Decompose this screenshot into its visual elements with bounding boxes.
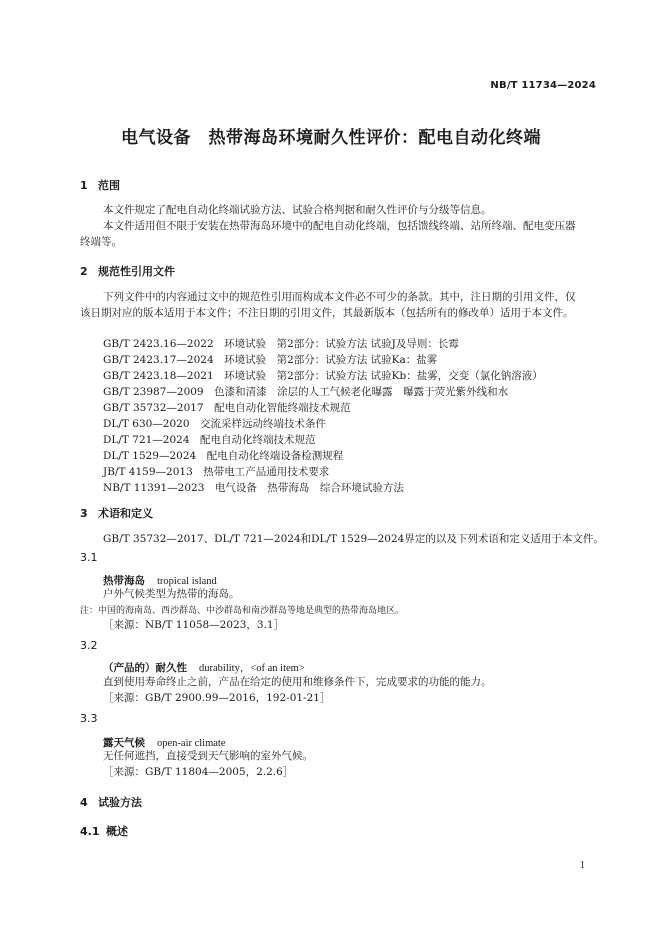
- page-number: 1: [580, 860, 585, 871]
- reference-item: DL/T 721—2024 配电自动化终端技术规范: [103, 434, 316, 446]
- section-number: 3: [80, 507, 88, 520]
- reference-item: JB/T 4159—2013 热带电工产品通用技术要求: [103, 466, 330, 478]
- document-title: 电气设备 热带海岛环境耐久性评价：配电自动化终端: [121, 128, 541, 148]
- term-en: tropical island: [157, 576, 217, 587]
- normative-references-paragraph: 下列文件中的内容通过文中的规范性引用而构成本文件必不可少的条款。其中，注日期的引用文件，仅该日期对应的版本适用于本文件；不注日期的引用文件，其最新版本（包括所有的修改单）适用于本文件。: [80, 291, 576, 319]
- section-number: 4: [80, 796, 88, 809]
- reference-item: NB/T 11391—2023 电气设备 热带海岛 综合环境试验方法: [103, 482, 404, 494]
- section-number: 1: [80, 179, 88, 192]
- term-source: ［来源：GB/T 11804—2005，2.2.6］: [103, 766, 294, 778]
- term-en: durability，<of an item>: [199, 663, 305, 674]
- scope-paragraph-1: 本文件规定了配电自动化终端试验方法、试验合格判据和耐久性评价与分级等信息。: [103, 204, 492, 216]
- reference-item: GB/T 2423.16—2022 环境试验 第2部分：试验方法 试验J及导则：长霉: [103, 338, 459, 350]
- term-definition: 户外气候类型为热带的海岛。: [103, 588, 240, 600]
- section-3-heading: [80, 505, 153, 521]
- subsection-4-1-heading: [80, 823, 128, 839]
- section-title: 范围: [98, 179, 120, 192]
- term-zh: （产品的）耐久性: [103, 662, 187, 674]
- term-source: ［来源：GB/T 2900.99—2016，192-01-21］: [103, 692, 331, 704]
- term-zh: 热带海岛: [103, 575, 145, 587]
- section-title: 术语和定义: [98, 507, 153, 520]
- reference-item: GB/T 2423.17—2024 环境试验 第2部分：试验方法 试验Ka：盐雾: [103, 354, 438, 366]
- scope-paragraph-2: 本文件适用但不限于安装在热带海岛环境中的配电自动化终端，包括馈线终端、站所终端、配电变压器终端等。: [80, 220, 576, 248]
- section-1-heading: [80, 177, 120, 193]
- reference-item: DL/T 1529—2024 配电自动化终端设备检测规程: [103, 450, 344, 462]
- term-entry: [103, 660, 305, 675]
- section-2-heading: [80, 263, 175, 279]
- standard-id: NB/T 11734—2024: [490, 80, 596, 91]
- term-number: 3.2: [80, 639, 98, 652]
- terms-intro-paragraph: GB/T 35732—2017、DL/T 721—2024和DL/T 1529—2024界定的以及下列术语和定义适用于本文件。: [103, 533, 604, 545]
- reference-item: DL/T 630—2020 交流采样远动终端技术条件: [103, 418, 327, 430]
- term-note: 注：中国的海南岛、西沙群岛、中沙群岛和南沙群岛等地是典型的热带海岛地区。: [80, 606, 405, 616]
- section-title: 规范性引用文件: [98, 265, 175, 278]
- reference-item: GB/T 35732—2017 配电自动化智能终端技术规范: [103, 402, 351, 414]
- term-definition: 无任何遮挡，直接受到天气影响的室外气候。: [103, 750, 313, 762]
- section-title: 试验方法: [98, 796, 142, 809]
- subsection-number: 4.1: [80, 825, 100, 838]
- subsection-title: 概述: [106, 825, 128, 838]
- reference-item: GB/T 23987—2009 色漆和清漆 涂层的人工气候老化曝露 曝露于荧光紫外线和水: [103, 386, 509, 398]
- term-en: open-air climate: [157, 738, 226, 749]
- term-source: ［来源：NB/T 11058—2023，3.1］: [103, 619, 285, 631]
- term-definition: 直到使用寿命终止之前，产品在给定的使用和维修条件下，完成要求的功能的能力。: [103, 676, 492, 688]
- term-number: 3.3: [80, 712, 98, 725]
- term-zh: 露天气候: [103, 737, 145, 749]
- section-4-heading: [80, 794, 142, 810]
- section-number: 2: [80, 265, 88, 278]
- reference-item: GB/T 2423.18—2021 环境试验 第2部分：试验方法 试验Kb：盐雾，交变（氯化钠溶液）: [103, 370, 543, 382]
- term-number: 3.1: [80, 551, 98, 564]
